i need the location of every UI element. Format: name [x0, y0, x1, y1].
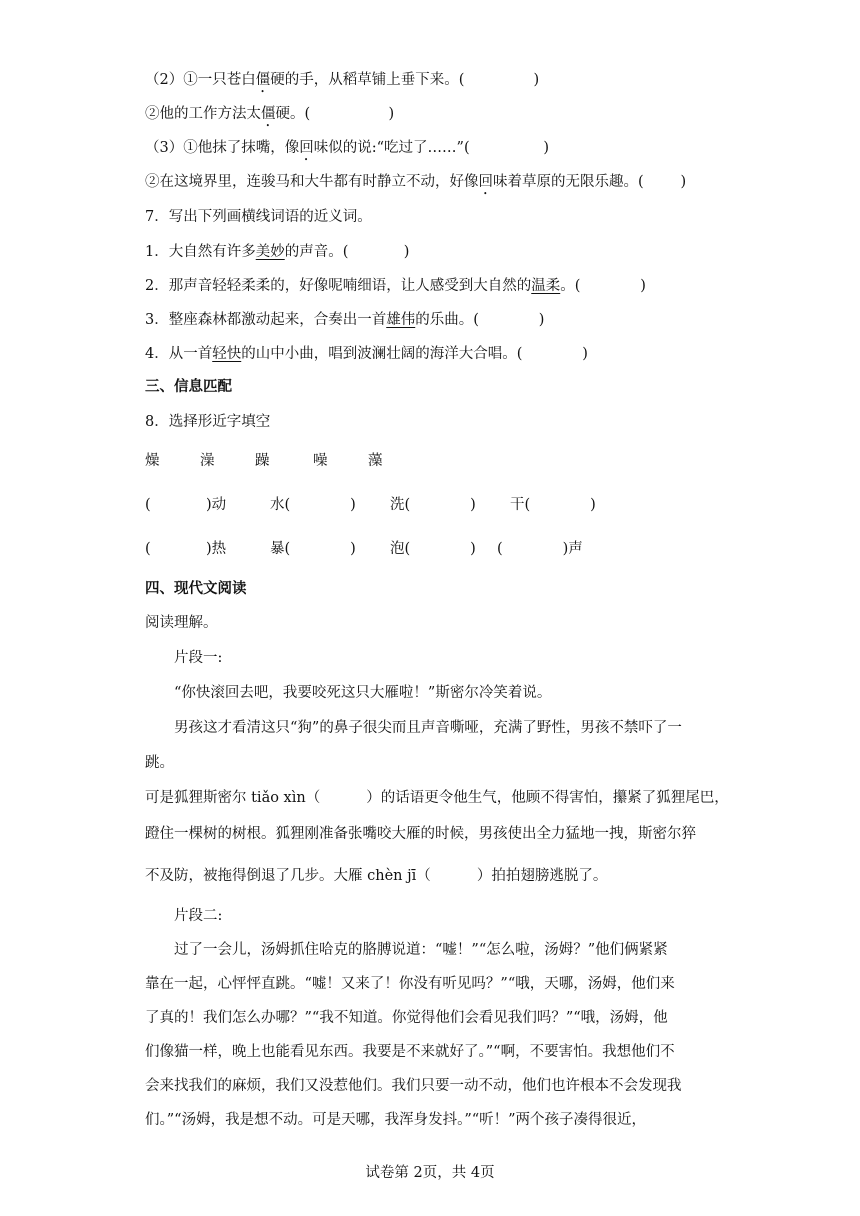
q6-item-2-2-dotted: 僵	[261, 106, 276, 122]
fragment-2-line-2: 靠在一起，心怦怦直跳。“嘘！又来了！你没有听见吗？”“哦，天哪，汤姆，他们来	[145, 976, 675, 992]
q6-item-3-2-dotted: 回	[478, 174, 493, 190]
q7-item-2	[145, 276, 646, 296]
q6-item-3-2	[145, 172, 686, 198]
q8-blank-5[interactable]: ( )热	[145, 541, 227, 557]
fragment-1-line-4[interactable]: 可是狐狸斯密尔 tiǎo xìn（ ）的话语更令他生气，他顾不得害怕，攥紧了狐狸尾巴，	[145, 790, 729, 806]
fragment-1-line-6[interactable]: 不及防，被拖得倒退了几步。大雁 chèn jī（ ）拍拍翅膀逃脱了。	[145, 868, 608, 884]
q7-item-4-underlined: 轻快	[212, 346, 242, 362]
q6-item-2-1	[145, 70, 539, 96]
q7-item-2-blank[interactable]: 。( )	[560, 278, 646, 294]
fragment-2-line-3: 了真的！我们怎么办哪？”“我不知道。你觉得他们会看见我们吗？”“哦，汤姆，他	[145, 1010, 668, 1026]
page-footer: 试卷第 2页，共 4页	[365, 1165, 495, 1181]
q8-blank-3[interactable]: 洗( )	[390, 497, 476, 513]
q6-item-2-2-blank[interactable]: 硬。( )	[275, 106, 395, 122]
fragment-2-line-6: 们。”“汤姆，我是想不动。可是天哪，我浑身发抖。”“听！”两个孩子凑得很近，	[145, 1112, 647, 1128]
section-3-heading: 三、信息匹配	[145, 379, 232, 395]
fragment-2-label: 片段二:	[174, 908, 223, 924]
q8-blank-4[interactable]: 干( )	[510, 497, 596, 513]
q7-title: 7．写出下列画横线词语的近义词。	[145, 209, 372, 225]
q8-char-4: 噪	[313, 453, 328, 469]
fragment-2-line-5: 会来找我们的麻烦，我们又没惹他们。我们只要一动不动，他们也许根本不会发现我	[145, 1078, 682, 1094]
q7-item-4-text: 4．从一首	[145, 346, 213, 362]
section-4-heading: 四、现代文阅读	[145, 581, 247, 597]
fragment-1-line-2: 男孩这才看清这只“狗”的鼻子很尖而且声音嘶哑，充满了野性，男孩不禁吓了一	[174, 720, 682, 736]
q6-item-2-1-mid: 硬的手，从稻草铺上垂下来。(	[270, 72, 465, 88]
q6-item-2-2	[145, 104, 394, 130]
q7-item-3-blank[interactable]: 的乐曲。( )	[415, 312, 545, 328]
q8-char-1: 燥	[145, 453, 160, 469]
q8-char-5: 藻	[368, 453, 383, 469]
q6-item-3-2-text: ②在这境界里，连骏马和大牛都有时静立不动，好像	[145, 174, 479, 190]
q7-item-1	[145, 242, 409, 262]
fragment-2-line-4: 们像猫一样，晚上也能看见东西。我要是不来就好了。”“啊，不要害怕。我想他们不	[145, 1044, 675, 1060]
q7-item-4	[145, 344, 588, 364]
q8-blank-1[interactable]: ( )动	[145, 497, 227, 513]
q8-char-3: 躁	[255, 453, 270, 469]
fragment-1-label: 片段一:	[174, 650, 223, 666]
q6-item-3-1	[145, 138, 549, 164]
q7-item-3-underlined: 雄伟	[386, 312, 416, 328]
q6-item-3-1-dotted: 回	[299, 140, 314, 156]
q6-item-2-2-text: ②他的工作方法太	[145, 106, 261, 122]
fragment-1-line-1: “你快滚回去吧，我要咬死这只大雁啦！”斯密尔冷笑着说。	[174, 685, 552, 701]
q7-item-4-blank[interactable]: 的山中小曲，唱到波澜壮阔的海洋大合唱。( )	[241, 346, 588, 362]
q7-item-2-underlined: 温柔	[531, 278, 561, 294]
q8-char-2: 澡	[200, 453, 215, 469]
q8-blank-7[interactable]: 泡( )	[390, 541, 476, 557]
q6-item-2-1-blank[interactable]: )	[464, 72, 540, 88]
q6-item-3-1-text: （3）①他抹了抹嘴，像	[145, 140, 300, 156]
reading-intro: 阅读理解。	[145, 615, 218, 631]
fragment-1-line-5: 蹬住一棵树的树根。狐狸刚准备张嘴咬大雁的时候，男孩使出全力猛地一拽，斯密尔猝	[145, 826, 696, 842]
q7-item-3	[145, 310, 544, 330]
fragment-2-line-1: 过了一会儿，汤姆抓住哈克的胳膊说道：“嘘！”“怎么啦，汤姆？”他们俩紧紧	[174, 942, 668, 958]
fragment-1-line-3: 跳。	[145, 755, 174, 771]
q7-item-1-text: 1．大自然有许多	[145, 244, 256, 260]
q8-blank-2[interactable]: 水( )	[270, 497, 356, 513]
q6-item-2-1-dotted: 僵	[255, 72, 271, 88]
q7-item-2-text: 2．那声音轻轻柔柔的，好像呢喃细语，让人感受到大自然的	[145, 278, 532, 294]
q8-blank-8[interactable]: ( )声	[497, 541, 583, 557]
q6-item-3-2-blank[interactable]: 味着草原的无限乐趣。( )	[493, 174, 687, 190]
q7-item-3-text: 3．整座森林都激动起来，合奏出一首	[145, 312, 387, 328]
q7-item-1-underlined: 美妙	[255, 244, 285, 260]
q6-item-2-1-text: （2）①一只苍白	[145, 72, 256, 88]
q6-item-3-1-blank[interactable]: 味似的说:“吃过了……”( )	[313, 140, 550, 156]
q8-title: 8．选择形近字填空	[145, 414, 271, 430]
q8-blank-6[interactable]: 暴( )	[270, 541, 356, 557]
q7-item-1-blank[interactable]: 的声音。( )	[284, 244, 410, 260]
